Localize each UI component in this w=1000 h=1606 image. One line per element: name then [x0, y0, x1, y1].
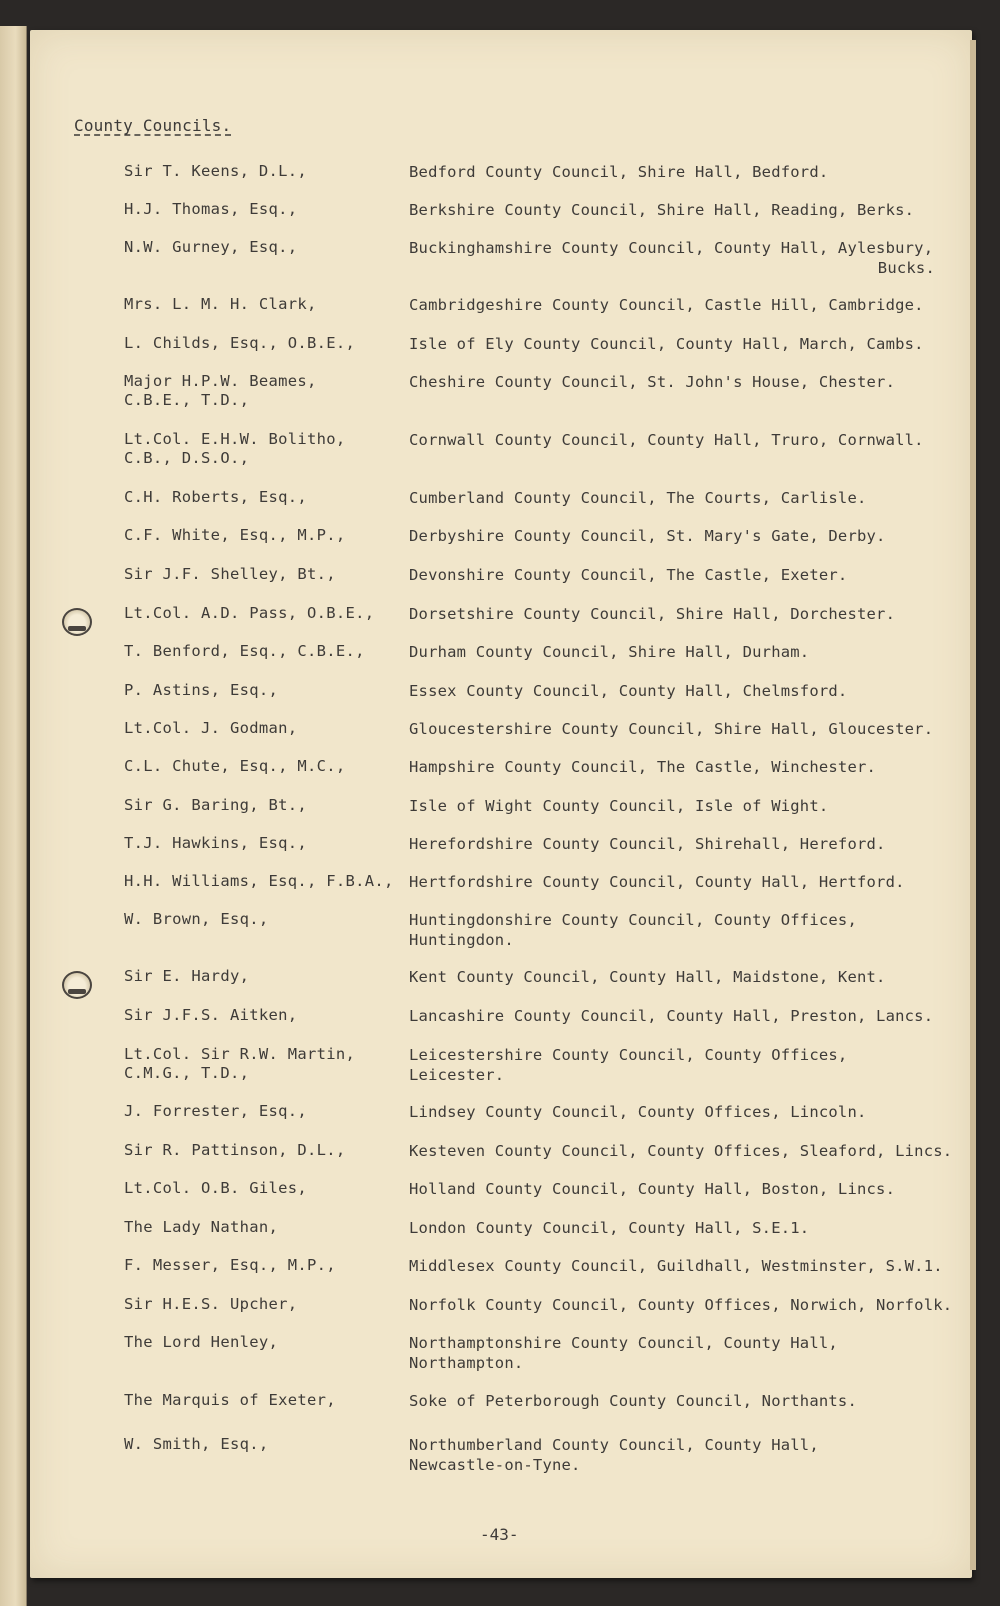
page-number: -43-: [480, 1525, 519, 1544]
council-address: [409, 1435, 969, 1475]
member-name: Major H.P.W. Beames, C.B.E., T.D.,: [124, 372, 317, 409]
member-name: Lt.Col. A.D. Pass, O.B.E.,: [124, 604, 375, 622]
member-name: F. Messer, Esq., M.P.,: [124, 1256, 336, 1274]
member-name: P. Astins, Esq.,: [124, 681, 279, 699]
council-line: Buckinghamshire County Council, County Hall, Aylesbury,: [409, 239, 934, 257]
council-line: Bedford County Council, Shire Hall, Bedford.: [409, 163, 829, 181]
council-line: Durham County Council, Shire Hall, Durham.: [409, 643, 810, 661]
punch-hole-icon: [62, 971, 92, 999]
council-address: [409, 604, 969, 624]
member-name: H.H. Williams, Esq., F.B.A.,: [124, 872, 394, 890]
council-address: [409, 1045, 969, 1085]
council-address: [409, 681, 969, 701]
council-line: Berkshire County Council, Shire Hall, Reading, Berks.: [409, 201, 915, 219]
member-name: The Marquis of Exeter,: [124, 1391, 336, 1409]
member-name: L. Childs, Esq., O.B.E.,: [124, 334, 356, 352]
council-address: [409, 1256, 969, 1276]
council-address: [409, 295, 969, 315]
member-name: T.J. Hawkins, Esq.,: [124, 834, 308, 852]
council-address: [409, 642, 969, 662]
council-continuation: Leicester.: [409, 1066, 505, 1084]
council-line: Isle of Wight County Council, Isle of Wight.: [409, 797, 829, 815]
member-name: C.F. White, Esq., M.P.,: [124, 526, 346, 544]
council-line: Northumberland County Council, County Hall,: [409, 1436, 819, 1454]
council-line: Holland County Council, County Hall, Boston, Lincs.: [409, 1180, 896, 1198]
council-address: [409, 796, 969, 816]
member-name: Lt.Col. E.H.W. Bolitho, C.B., D.S.O.,: [124, 430, 346, 467]
council-line: Middlesex County Council, Guildhall, Westminster, S.W.1.: [409, 1257, 943, 1275]
member-name: W. Brown, Esq.,: [124, 910, 269, 928]
council-address: [409, 1141, 969, 1161]
council-address: [409, 238, 969, 278]
member-name: Mrs. L. M. H. Clark,: [124, 295, 317, 313]
council-line: Devonshire County Council, The Castle, Exeter.: [409, 566, 848, 584]
council-address: [409, 1006, 969, 1026]
member-name: H.J. Thomas, Esq.,: [124, 200, 298, 218]
council-line: Norfolk County Council, County Offices, Norwich, Norfolk.: [409, 1296, 953, 1314]
member-name: Sir H.E.S. Upcher,: [124, 1295, 298, 1313]
member-name: The Lord Henley,: [124, 1333, 279, 1351]
council-address: [409, 1179, 969, 1199]
member-name: J. Forrester, Esq.,: [124, 1102, 308, 1120]
council-line: Kesteven County Council, County Offices, Sleaford, Lincs.: [409, 1142, 953, 1160]
member-name: Sir J.F.S. Aitken,: [124, 1006, 298, 1024]
council-line: Cambridgeshire County Council, Castle Hill, Cambridge.: [409, 296, 924, 314]
member-name: T. Benford, Esq., C.B.E.,: [124, 642, 365, 660]
council-address: [409, 1218, 969, 1238]
member-name: Lt.Col. O.B. Giles,: [124, 1179, 308, 1197]
council-line: Hampshire County Council, The Castle, Winchester.: [409, 758, 877, 776]
member-name: N.W. Gurney, Esq.,: [124, 238, 298, 256]
member-name: Sir R. Pattinson, D.L.,: [124, 1141, 346, 1159]
council-address: [409, 1295, 969, 1315]
council-line: Derbyshire County Council, St. Mary's Gate, Derby.: [409, 527, 886, 545]
council-line: Kent County Council, County Hall, Maidstone, Kent.: [409, 968, 886, 986]
council-address: [409, 757, 969, 777]
council-address: [409, 565, 969, 585]
council-continuation: Newcastle-on-Tyne.: [409, 1456, 581, 1474]
member-name: Sir J.F. Shelley, Bt.,: [124, 565, 336, 583]
council-line: Huntingdonshire County Council, County Offices,: [409, 911, 857, 929]
council-line: Northamptonshire County Council, County Hall,: [409, 1334, 838, 1352]
council-line: Cornwall County Council, County Hall, Truro, Cornwall.: [409, 431, 924, 449]
council-line: Dorsetshire County Council, Shire Hall, Dorchester.: [409, 605, 896, 623]
council-address: [409, 910, 969, 950]
council-line: Herefordshire County Council, Shirehall, Hereford.: [409, 835, 886, 853]
council-address: [409, 488, 969, 508]
council-line: Soke of Peterborough County Council, Northants.: [409, 1392, 857, 1410]
member-name: Sir G. Baring, Bt.,: [124, 796, 308, 814]
council-address: [409, 872, 969, 892]
member-name: Lt.Col. J. Godman,: [124, 719, 298, 737]
member-name: W. Smith, Esq.,: [124, 1435, 269, 1453]
council-line: Leicestershire County Council, County Offices,: [409, 1046, 848, 1064]
council-address: [409, 1333, 969, 1373]
council-address: [409, 200, 969, 220]
council-address: [409, 430, 969, 450]
adjacent-page-edge: [0, 26, 27, 1606]
council-address: [409, 834, 969, 854]
council-address: [409, 1102, 969, 1122]
member-name: The Lady Nathan,: [124, 1218, 279, 1236]
council-continuation: Northampton.: [409, 1354, 524, 1372]
council-address: [409, 719, 969, 739]
member-name: C.H. Roberts, Esq.,: [124, 488, 308, 506]
section-heading: County Councils.: [74, 116, 232, 135]
council-address: [409, 372, 969, 392]
council-line: London County Council, County Hall, S.E.1.: [409, 1219, 810, 1237]
council-line: Gloucestershire County Council, Shire Hall, Gloucester.: [409, 720, 934, 738]
council-address: [409, 334, 969, 354]
council-line: Cumberland County Council, The Courts, Carlisle.: [409, 489, 867, 507]
council-continuation: Huntingdon.: [409, 931, 514, 949]
page-thickness-edge: [970, 40, 976, 1570]
member-name: Sir E. Hardy,: [124, 967, 250, 985]
council-line: Lindsey County Council, County Offices, Lincoln.: [409, 1103, 867, 1121]
council-address: [409, 162, 969, 182]
punch-hole-icon: [62, 608, 92, 636]
member-name: Sir T. Keens, D.L.,: [124, 162, 308, 180]
council-continuation: Bucks.: [877, 259, 935, 277]
council-address: [409, 1391, 969, 1411]
member-name: C.L. Chute, Esq., M.C.,: [124, 757, 346, 775]
council-line: Hertfordshire County Council, County Hall, Hertford.: [409, 873, 905, 891]
member-name: Lt.Col. Sir R.W. Martin, C.M.G., T.D.,: [124, 1045, 356, 1082]
council-line: Cheshire County Council, St. John's House, Chester.: [409, 373, 896, 391]
council-address: [409, 967, 969, 987]
council-address: [409, 526, 969, 546]
council-line: Isle of Ely County Council, County Hall, March, Cambs.: [409, 335, 924, 353]
council-line: Lancashire County Council, County Hall, Preston, Lancs.: [409, 1007, 934, 1025]
council-line: Essex County Council, County Hall, Chelmsford.: [409, 682, 848, 700]
